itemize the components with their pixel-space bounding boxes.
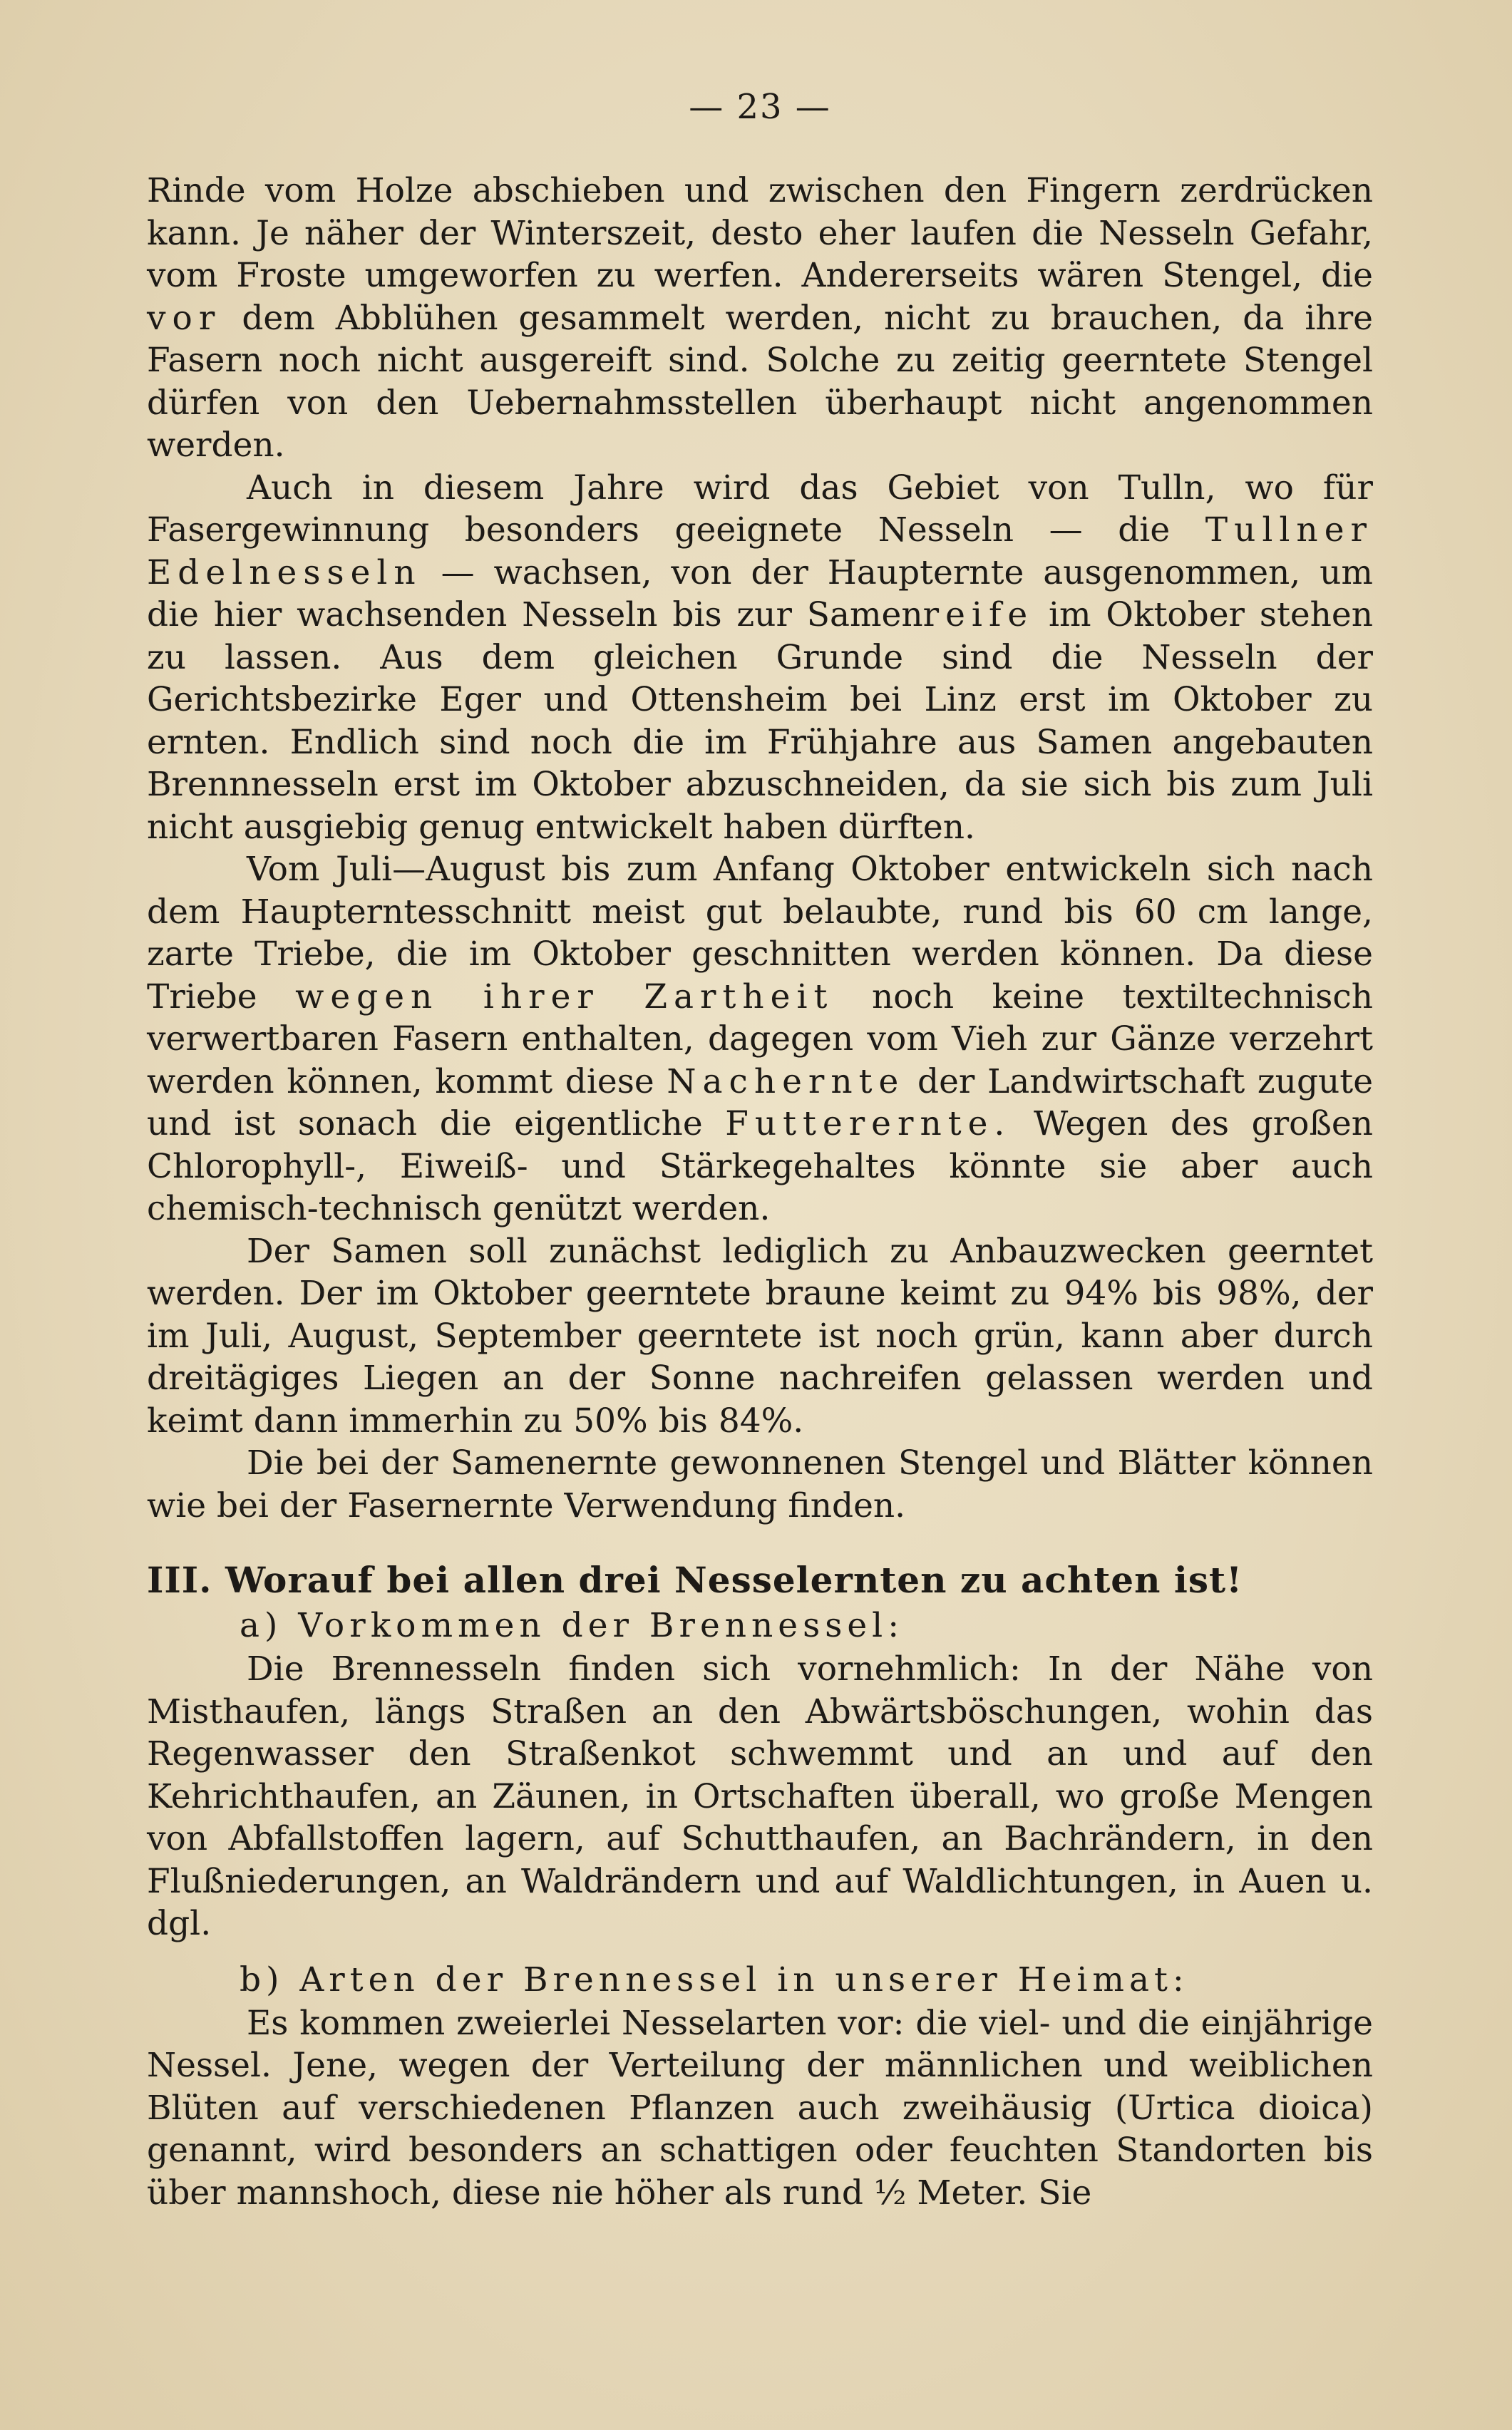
paragraph-1-text: Rinde vom Holze abschieben und zwischen den Fingern zerdrücken kann. Je näher der Winterszeit, desto eher laufen die Nesseln Gefahr, vom Froste umgeworfen zu werfen. Andererseits wären Stengel, die (147, 171, 1373, 295)
paragraph-6: Die Brennesseln finden sich vornehmlich: In der Nähe von Misthaufen, längs Straßen an den Abwärtsböschungen, wohin das Regenwasser den Straßenkot schwemmt und an und auf den Kehrichthaufen, an Zäunen, in Ortschaften überall, wo große Mengen von Abfallstoffen lagern, auf Schutthaufen, an Bachrändern, in den Flußniederungen, an Waldrändern und auf Waldlichtungen, in Auen u. dgl. (147, 1649, 1373, 1943)
spaced-futterernte: Futterernte. (725, 1104, 1012, 1143)
spaced-nachernte: Nachernte (667, 1061, 905, 1101)
spaced-reife: reife (922, 595, 1034, 634)
paragraph-3-c: der Landwirtschaft zugute und ist sonach die eigentliche (147, 1061, 1374, 1143)
paragraph-2-a: Auch in diesem Jahre wird das Gebiet von Tulln, wo für Fasergewinnung besonders geeignete Nesseln — die (147, 468, 1373, 550)
paragraph-3-b: noch keine textiltechnisch verwertbaren Fasern enthalten, dagegen vom Vieh zur Gänze verzehrt werden können, kommt diese (147, 977, 1373, 1101)
paragraph-4: Der Samen soll zunächst lediglich zu Anbauzwecken geerntet werden. Der im Oktober geerntete braune keimt zu 94% bis 98%, der im Juli, August, September geerntete ist noch grün, kann aber durch dreitägiges Liegen an der Sonne nachreifen gelassen werden und keimt dann immerhin zu 50% bis 84%. (147, 1231, 1373, 1441)
subheading-b: b) Arten der Brennessel in unserer Heimat: (240, 1960, 1189, 1999)
paragraph-2-b: — wachsen, von der Haupternte ausgenommen, um die hier wachsenden Nesseln bis zur Samen (147, 552, 1373, 634)
paragraph-3-a: Vom Juli—August bis zum Anfang Oktober entwickeln sich nach dem Haupterntesschnitt meist gut belaubte, rund bis 60 cm lange, zarte Triebe, die im Oktober geschnitten werden können. Da diese Triebe (147, 850, 1373, 1016)
subheading-a: a) Vorkommen der Brennessel: (240, 1606, 905, 1645)
paragraph-7: Es kommen zweierlei Nesselarten vor: die viel- und die einjährige Nessel. Jene, wegen der Verteilung der männlichen und weiblichen Blüten auf verschiedenen Pflanzen auch zweihäusig (Urtica dioica) genannt, wird besonders an schattigen oder feuchten Standorten bis über mannshoch, diese nie höher als rund ½ Meter. Sie (147, 2003, 1373, 2213)
spaced-wegen-ihrer-zartheit: wegen ihrer Zartheit (295, 977, 834, 1016)
paragraph-5: Die bei der Samenernte gewonnenen Stengel und Blätter können wie bei der Fasernernte Verwendung finden. (147, 1443, 1373, 1525)
paragraph-1 (147, 170, 1373, 467)
paragraph-3-d: Wegen des großen Chlorophyll-, Eiweiß- und Stärkegehaltes könnte sie aber auch chemisch-technisch genützt werden. (147, 1104, 1373, 1228)
page-number: — 23 — (689, 87, 831, 127)
paragraph-2 (147, 467, 1373, 849)
paragraph-3 (147, 848, 1373, 1230)
spaced-vor: vor (147, 298, 222, 338)
spaced-tullner-edelnesseln: Tullner Edelnesseln (147, 510, 1373, 592)
section-heading: III. Worauf bei allen drei Nesselernten zu achten ist! (147, 1559, 1243, 1601)
paragraph-1-rest: dem Abblühen gesammelt werden, nicht zu brauchen, da ihre Fasern noch nicht ausgereift sind. Solche zu zeitig geerntete Stengel dürfen von den Uebernahmsstellen überhaupt nicht angenommen werden. (147, 298, 1373, 465)
paragraph-2-c: im Oktober stehen zu lassen. Aus dem gleichen Grunde sind die Nesseln der Gerichtsbezirke Eger und Ottensheim bei Linz erst im Oktober zu ernten. Endlich sind noch die im Frühjahre aus Samen angebauten Brennnesseln erst im Oktober abzuschneiden, da sie sich bis zum Juli nicht ausgiebig genug entwickelt haben dürften. (147, 595, 1373, 847)
page-content (147, 78, 1373, 2214)
